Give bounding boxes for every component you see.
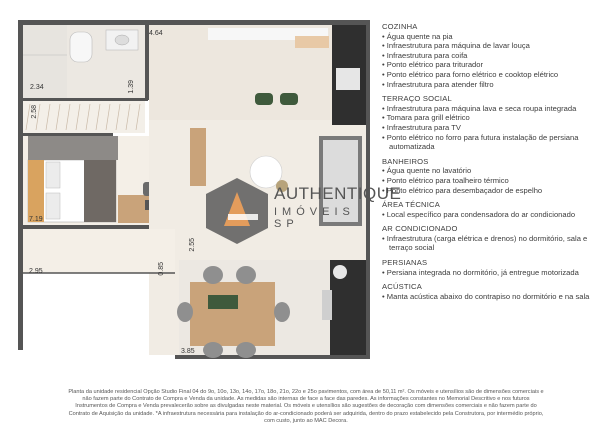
chair-icon <box>203 342 223 358</box>
chair-icon <box>236 342 256 358</box>
watermark <box>204 176 402 248</box>
spec-item: • Infraestrutura (carga elétrica e drenos) no dormitório, sala e terraço social <box>382 234 606 253</box>
spec-section-title: TERRAÇO SOCIAL <box>382 94 452 104</box>
dim-top-room: 4.64 <box>149 30 163 37</box>
spec-section <box>382 200 606 219</box>
spec-item: • Local específico para condensadora do ar condicionado <box>382 210 606 220</box>
spec-section <box>382 157 606 195</box>
authentique-logo-icon <box>204 176 270 246</box>
disclaimer-line: Instrumentos de Compra e Venda prevalecerão sobre as divulgadas neste material. Os móveis e utensílios são sugestões de decoração com dimensões comerciais e não fazem parte do <box>75 403 537 410</box>
spec-item: • Água quente no lavatório <box>382 166 606 176</box>
specs-panel <box>382 22 606 306</box>
spec-section-title: BANHEIROS <box>382 156 429 166</box>
spec-section <box>382 224 606 253</box>
dim-bath-width: 2.34 <box>30 84 44 91</box>
spec-item: • Ponto elétrico no forro para futura instalação de persiana automatizada <box>382 133 606 152</box>
spec-item: • Água quente na pia <box>382 32 606 42</box>
dim-terrace-bottom: 3.85 <box>181 348 195 355</box>
chair-icon <box>236 266 256 284</box>
spec-item: • Persiana integrada no dormitório, já entregue motorizada <box>382 268 606 278</box>
chair-icon <box>203 266 223 284</box>
balcony-strip <box>23 229 175 273</box>
dim-bedroom: 7.19 <box>29 216 43 223</box>
terrace <box>177 260 366 358</box>
spec-section-title: PERSIANAS <box>382 258 428 268</box>
spec-section <box>382 258 606 277</box>
spec-item: • Infraestrutura para máquina de lavar louça <box>382 41 606 51</box>
disclaimer-line: Contrato de Aquisição da unidade. *A infraestrutura necessária para instalação do ar-condicionado poderá ser adquirida, dentro do prazo estabelecido pela Construtora, por intermédio próprio, <box>68 410 544 417</box>
dim-terrace-corner: 2.95 <box>29 268 43 275</box>
disclaimer-line: não fazem parte do Contrato de Compra e Venda da unidade. As medidas são internas de face a face das paredes. As informações constantes no Memorial Descritivo e nos futuros <box>82 396 530 403</box>
kitchen-sink-icon <box>336 68 360 90</box>
spec-item: • Tomara para grill elétrico <box>382 113 606 123</box>
dim-wardrobe: 2.58 <box>31 105 38 119</box>
spec-item: • Ponto elétrico para triturador <box>382 60 606 70</box>
dim-bath-side: 1.39 <box>128 80 135 94</box>
disclaimer <box>10 389 602 425</box>
chair-icon <box>177 302 193 322</box>
spec-section <box>382 22 606 89</box>
dining-table <box>190 282 275 346</box>
spec-item: • Infraestrutura para TV <box>382 123 606 133</box>
dim-terrace-side: 0.85 <box>158 262 165 276</box>
spec-item: • Manta acústica abaixo do contrapiso no dormitório e na sala <box>382 292 606 302</box>
watermark-sub: IMÓVEIS SP <box>274 206 355 230</box>
disclaimer-line: Planta da unidade residencial Opção Studio Final 04 do 9o, 10o, 13o, 14o, 17o, 18o, 21o, 22o e 25o pavimentos, com área de 50,11 m². Os móveis e utensílios são de dimensões comerciais e <box>68 389 544 395</box>
spec-item: • Ponto elétrico para desembaçador de espelho <box>382 186 606 196</box>
spec-item: • Infraestrutura para coifa <box>382 51 606 61</box>
spec-section-title: ACÚSTICA <box>382 282 422 292</box>
chair-icon <box>274 302 290 322</box>
watermark-brand: AUTHENTIQUE <box>274 184 402 203</box>
dim-column: 2.55 <box>189 238 196 252</box>
spec-item: • Infraestrutura para atender filtro <box>382 80 606 90</box>
spec-item: • Ponto elétrico para toalheiro térmico <box>382 176 606 186</box>
disclaimer-line: com custo, junto ao MAC Decora. <box>264 417 348 424</box>
stool-icon <box>255 93 273 105</box>
wardrobe <box>23 101 145 133</box>
spec-section <box>382 282 606 301</box>
toilet-icon <box>70 32 92 62</box>
spec-item: • Infraestrutura para máquina lava e seca roupa integrada <box>382 104 606 114</box>
spec-section <box>382 94 606 152</box>
spec-section-title: COZINHA <box>382 22 418 31</box>
spec-item: • Ponto elétrico para forno elétrico e cooktop elétrico <box>382 70 606 80</box>
stool-icon <box>280 93 298 105</box>
spec-section-title: ÁREA TÉCNICA <box>382 200 440 210</box>
spec-section-title: AR CONDICIONADO <box>382 224 458 234</box>
